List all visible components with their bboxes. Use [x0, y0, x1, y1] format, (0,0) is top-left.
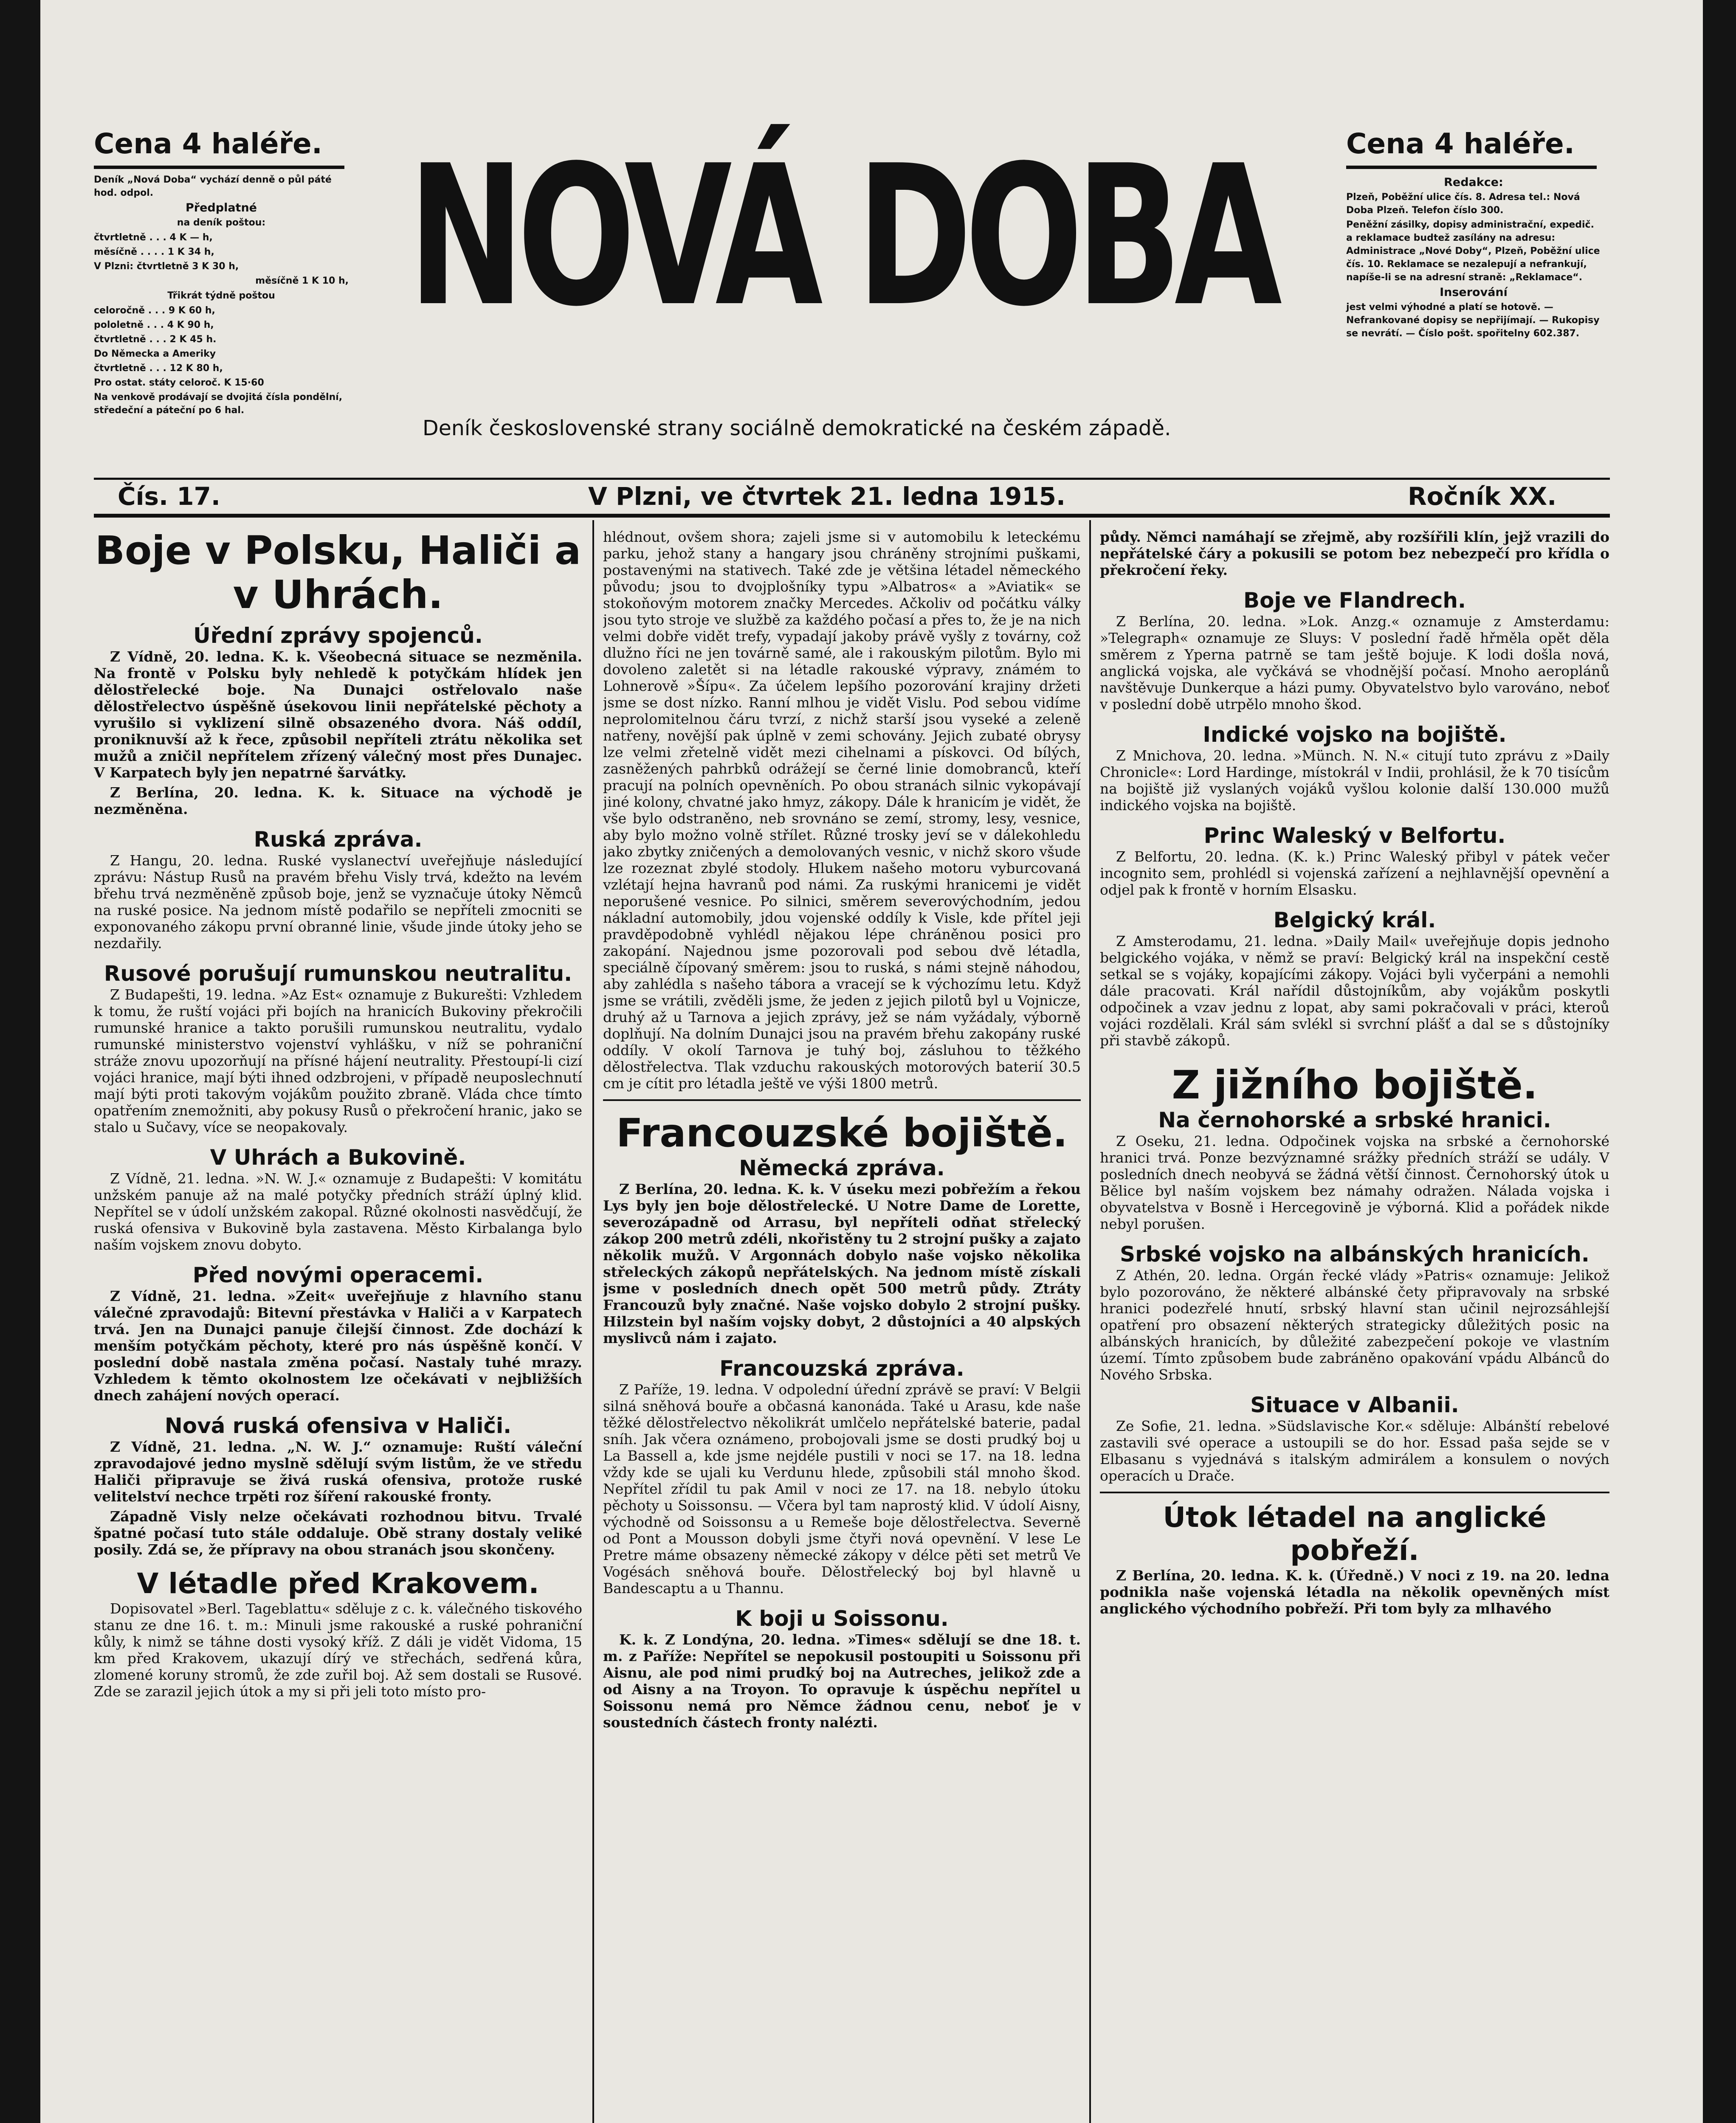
article-paragraph: Z Amsterodamu, 21. ledna. »Daily Mail« uveřejňuje dopis jednoho belgického vojáka, v němž se praví: Belgický král na inspekční cestě setkal se s vojáky, kopajícími zákopy. Vojáci byli vyčerpáni a nemohli dále pracovati. Král nařídil důstojníkům, aby vojákům poskytli odpočinek a vzav jednu z lopat, aby sami pokračovali v práci, kteroů vojáci rozdělali. Král sám svlékl si svrchní plášť a dal se s důstojníky při stavbě zákopů. [1100, 933, 1609, 1049]
article-paragraph: Z Berlína, 20. ledna. »Lok. Anzg.« oznamuje z Amsterdamu: »Telegraph« oznamuje ze Sluys: V poslední řadě hřměla opět děla směrem z Yperna patrně se tam ještě bojuje. K lodi došla nová, anglická vojska, ale vyčkává se vhodnější počasí. Mnoho aeroplánů navštěvuje Dunkerque a házi pumy. Obyvatelstvo bylo varováno, neboť v poslední době utrpělo mnoho škod. [1100, 613, 1609, 712]
subscription-heading: Předplatné [186, 201, 257, 214]
editorial-heading: Redakce: [1444, 176, 1503, 189]
article-paragraph: Z Budapešti, 19. ledna. »Az Est« oznamuje z Bukurešti: Vzhledem k tomu, že ruští vojáci při bojích na hranicích Bukoviny překročili rumunské hranice a takto porušili rumunskou neutralitu, vydalo rumunské ministerstvo vojenství vyhlášku, v níž se pohraniční stráže znovu upozorňují na přísné hájení neutrality. Přestoupí-li cizí vojáci hranice, mají býti ihned odzbrojeni, v případě neuposlechnutí mají býti proti takovým vojákům použito zbraně. Vláda chce tímto opatřením znemožniti, aby pokusy Rusů o překročení hranic, jako se stalo u Sučavy, více se neopakovaly. [94, 986, 582, 1135]
price-right-underline [1346, 166, 1597, 169]
subscription-rate: čtvrtletně . . . 4 K — h, [94, 232, 213, 243]
subscription-rate: pololetně . . . 4 K 90 h, [94, 320, 214, 330]
subscription-rate: Pro ostat. státy celoroč. K 15·60 [94, 377, 264, 388]
column-rule [592, 520, 594, 2123]
issue-number: Čís. 17. [118, 482, 220, 511]
subscription-subheading: na deník poštou: [177, 217, 266, 228]
article-subheadline: K boji u Soissonu. [735, 1606, 949, 1631]
subscription-rate: měsíčně . . . . 1 K 34 h, [94, 247, 214, 257]
article-subheadline: Ruská zpráva. [254, 827, 423, 852]
article-headline: Útok létadel na anglické pobřeží. [1163, 1501, 1547, 1567]
article-headline: Francouzské bojiště. [616, 1110, 1068, 1156]
article-paragraph: Z Vídně, 20. ledna. K. k. Všeobecná situace se nezměnila. Na frontě v Polsku byly nehledě k potyčkám hlídek jen dělostřelecké boje. Na Dunajci ostřelovalo naše dělostřelectvo úspěšně úsekovou linii nepřátelské pěchoty a vyrušilo si vyklizení silně obsazeného dvora. Náš oddíl, proniknuvší až k řece, způsobil nepříteli ztrátu několika set mužů a zničil nepřítelem zřízený válečný most přes Dunajec. V Karpatech byly jen nepatrné šarvátky. [94, 648, 582, 781]
article-paragraph: Z Berlína, 20. ledna. K. k. Situace na východě je nezměněna. [94, 784, 582, 817]
article-paragraph: Ze Sofie, 21. ledna. »Südslavische Kor.« sděluje: Albánští rebelové zastavili své operace a ustoupili se do hor. Essad paša sejde se v Elbasanu s vyjednává s italským admirálem a konsulem o nových operacích u Drače. [1100, 1418, 1609, 1484]
subscription-rate: Do Německa a Ameriky [94, 349, 216, 359]
article-paragraph: Dopisovatel »Berl. Tageblattu« sděluje z c. k. válečného tiskového stanu ze dne 16. t. m.: Minuli jsme rakouské a ruské pohraniční kůly, k nimž se táhne dosti vysoký kříž. Z dáli je vidět Vidoma, 15 km před Krakovem, ukazují dírý ve střechách, sedřená kůra, zlomené koruny stromů, že zde zuřil boj. Až sem dostali se Rusové. Zde se zarazil jejich útok a my si při jeli toto místo pro- [94, 1600, 582, 1700]
article-subheadline: Boje ve Flandrech. [1243, 588, 1466, 613]
article-paragraph: hlédnout, ovšem shora; zajeli jsme si v automobilu k leteckému parku, jehož stany a hangary jsou chráněny strojními puškami, postavenými na stativech. Také zde je většina létadel německého původu; jsou to dvojplošníky typu »Albatros« a »Aviatik« se stokoňovým motorem značky Mercedes. Ačkoliv od počátku války jsou tyto stroje ve službě za každého počasí a přes to, že je na nich velmi dobře vidět trefy, vypadají jakoby právě vyšly z továrny, což dlužno říci ne jen továrně samé, ale i rakouským pilotům. Bylo mi dovoleno zaletět si na létadle rakouské výpravy, známém to Lohnerově »Šípu«. Za účelem lepšího pozorování krajiny držeti jsme se dost nízko. Ranní mlhou je vidět Vislu. Pod sebou vidíme neprolomitelnou čáru tvrzí, z nichž starší jsou vyseké a zeleně natřeny, novější pak úplně v zemi schovány. Jejich zubaté obrysy lze velmi zřetelně vidět mezi cihelnami a pískovci. Od bílých, zasněžených pahrbků odrážejí se černé linie domobranců, kteří pracují na polních opevněních. Po obou stranách silnic vykopávají jiné kolony, chvatné jako hmyz, zákopy. Dále k hranicím je vidět, že vše bylo odstraněno, neb srovnáno se zemí, stromy, lesy, vesnice, aby bylo možno volně střílet. Různé trosky jeví se v dálekohledu jako zbytky zničených a demolovaných vesnic, v nichž skoro všude lze rozeznat zbylé stodoly. Hlukem našeho motoru vyburcovaná vzlétají hejna havranů pod námi. Za ruskými hranicemi je vidět neporušené vesnice. Po silnici, směrem severovýchodním, jedou nákladní automobily, jdou vojenské oddíly k Visle, kde přítel jeji pravděpodobně vyhlédl nějakou lépe chráněnou posici pro zakopání. Najednou jsme pozorovali pod sebou dvě létadla, speciálně čípovaný směrem: jsou to ruská, s námi stejně náhodou, aby zahlédla s našeho tábora a vracejí se k výchozímu letu. Když jsme se vrátili, zvěděli jsme, že jeden z jejich pilotů byl u Vojnicze, druhý až u Tarnova a jejich zprávy, jež se nám vyžádaly, výborně doplňují. Na dolním Dunajci jsou na pravém břehu zakopány ruské oddíly. V okolí Tarnova je tuhý boj, zásluhou to těžkého dělostřelectva. Tlak vzduchu rakouských motorových baterií 30.5 cm je cítit pro létadla ještě ve výši 1800 metrů. [603, 529, 1081, 1092]
column-3 [1100, 529, 1609, 2123]
subscription-box [94, 173, 349, 418]
rule-bottom [94, 514, 1610, 518]
subscription-note: Na venkově prodávají se dvojitá čísla pondělní, středeční a páteční po 6 hal. [94, 392, 343, 416]
article-subheadline: Situace v Albanii. [1250, 1393, 1459, 1417]
price-right: Cena 4 haléře. [1346, 127, 1575, 160]
administration-note: Peněžní zásilky, dopisy administrační, expedič. a reklamace budtež zasílány na adresu: Administrace „Nové Doby“, Plzeň, Poběžní ulice čís. 10. Reklamace se nezalepují a nefrankují, napíše-li se na adresní straně: „Reklamace“. [1346, 220, 1600, 283]
publication-note: Deník „Nová Doba“ vychází denně o půl páté hod. odpol. [94, 175, 332, 198]
tagline: Deník československé strany sociálně demokratické na českém západě. [423, 416, 1171, 440]
article-paragraph: Západně Visly nelze očekávati rozhodnou bitvu. Trvalé špatné počasí tuto stále oddaluje. Obě strany dostaly veliké posily. Zdá se, že přípravy na obou stranách jsou skončeny. [94, 1508, 582, 1558]
section-rule [1100, 1492, 1609, 1493]
article-paragraph: Z Athén, 20. ledna. Orgán řecké vlády »Patris« oznamuje: Jelikož bylo pozorováno, že některé albánské čety připravovaly na srbské hranici podezřelé hnutí, srbský hlavní stan učinil nejrozsáhlejší opatření pro obsazení některých strategicky důležitých posic na albánských hranicích, by důležité zabezpečení pokoje ve vlastním území. Tímto způsobem bude zabráněno opakování vpádu Albánců do Nového Srbska. [1100, 1267, 1609, 1383]
article-paragraph: Z Vídně, 21. ledna. »N. W. J.« oznamuje z Budapešti: V komitátu unžském panuje až na malé potyčky předních stráží úplný klid. Nepřítel se v údolí unžském zakopal. Různé okolnosti nasvědčují, že ruská ofensiva v Bukovině byla zastavena. Město Kirbalanga bylo naším vojskem znovu dobyto. [94, 1170, 582, 1253]
column-rule [1089, 520, 1091, 2123]
article-subheadline: Indické vojsko na bojiště. [1203, 722, 1507, 747]
article-headline: Boje v Polsku, Haliči a v Uhrách. [95, 529, 581, 617]
price-left-underline [94, 166, 344, 169]
article-subheadline: Princ Waleský v Belfortu. [1203, 823, 1506, 848]
volume-number: Ročník XX. [1408, 482, 1557, 511]
article-paragraph: Z Belfortu, 20. ledna. (K. k.) Princ Waleský přibyl v pátek večer incognito sem, prohlédl si vojenská zařízení a nejhlavnější opevnění a odjel pak k frontě v horním Elsasku. [1100, 848, 1609, 898]
article-paragraph: Z Berlína, 20. ledna. K. k. (Úředně.) V noci z 19. na 20. ledna podnikla naše vojenská létadla na několik opevněných míst anglického východního pobřeží. Při tom byly za mlhavého [1100, 1567, 1609, 1617]
editorial-address: Plzeň, Poběžní ulice čís. 8. Adresa tel.: Nová Doba Plzeň. Telefon číslo 300. [1346, 192, 1580, 216]
article-subheadline: Před novými operacemi. [192, 1263, 484, 1287]
article-subheadline: Belgický král. [1273, 908, 1436, 932]
dateline: V Plzni, ve čtvrtek 21. ledna 1915. [588, 482, 1066, 511]
section-rule [603, 1099, 1081, 1101]
article-paragraph: Z Berlína, 20. ledna. K. k. V úseku mezi pobřežím a řekou Lys byly jen boje dělostřelecké. U Notre Dame de Lorette, severozápadně od Arrasu, byl nepříteli odňat střelecký zákop 200 metrů zdéli, nkořistěny tu 2 strojní pušky a zajato několik mužů. V Argonnách dobylo naše vojsko několika střeleckých zákopů nepřátelských. Na jednom místě získali jsme v posledních dnech opět 500 metrů půdy. Ztráty Francouzů byly značné. Naše vojsko dobylo 2 strojní pušky. Hilzstein byl naším vojsky dobyt, 2 důstojníci a 40 alpských myslivců nám i zajato. [603, 1181, 1081, 1346]
article-paragraph: K. k. Z Londýna, 20. ledna. »Times« sdělují se dne 18. t. m. z Paříže: Nepřítel se nepokusil postoupiti u Soissonu při Aisnu, ale pod nimi prudký boj na Autreches, jelikož zde a od Aisny a na Troyon. To opravuje k úspěchu nepřítel u Soissonu nemá pro Němce žádnou cenu, neboť je v soustedních částech fronty nalézti. [603, 1631, 1081, 1731]
newspaper-title: NOVÁ DOBA [408, 124, 1275, 349]
article-paragraph: půdy. Němci namáhají se zřejmě, aby rozšířili klín, jejž vrazili do nepřátelské čáry a pokusili se potom bez nebezpečí pro křídla o překročení řeky. [1100, 529, 1609, 578]
article-subheadline: Na černohorské a srbské hranici. [1158, 1108, 1551, 1132]
article-paragraph: Z Paříže, 19. ledna. V odpolední úřední zprávě se praví: V Belgii silná sněhová bouře a občasná kanonáda. Také u Arasu, kde naše těžké dělostřelectvo několikrát umlčelo nepřátelské baterie, padal sníh. Jak včera oznámeno, probojovali jsme se dosti prudký boj u La Bassell a, kde jsme nejdéle pustili v noci se 17. na 18. ledna vždy kde se ujali ku Verdunu hlede, způsobili stál mnoho škod. Nepřítel zřídil tu pak Amil v noci ze 17. na 18. nebylo útoku pěchoty u Soissonsu. — Včera byl tam naprostý klid. V údolí Aisny, východně od Soissonsu a u Remeše boje dělostřelectva. Severně od Pont a Mousson dobyli jsme čtyři nová opevnění. V lese Le Pretre máme obsazeny německé zákopy v délce pěti set metrů Ve Vogésách sněhová bouře. Dělostřelecký boj byl hlavně u Bandescaptu a u Thannu. [603, 1381, 1081, 1596]
subscription-rate: V Plzni: čtvrtletně 3 K 30 h, [94, 261, 239, 272]
column-2 [603, 529, 1081, 2123]
subscription-subheading: Třikrát týdně poštou [167, 290, 275, 301]
article-headline: V létadle před Krakovem. [137, 1567, 539, 1600]
article-subheadline: Rusové porušují rumunskou neutralitu. [104, 961, 572, 986]
rule-top [94, 478, 1610, 480]
article-subheadline: Úřední zprávy spojenců. [193, 623, 483, 648]
article-paragraph: Z Vídně, 21. ledna. »Zeit« uveřejňuje z hlavního stanu válečné zpravodajů: Bitevní přestávka v Haliči a v Karpatech trvá. Jen na Dunajci panuje čilejší činnost. Zde dochází k menším potyčkám pěchoty, které pro nás úspěšně končí. V poslední době nastala změna počasí. Nastaly tuhé mrazy. Vzhledem k těmto okolnostem lze očekávati v nejbližších dnech zahájení nových operací. [94, 1288, 582, 1404]
subscription-rate: čtvrtletně . . . 2 K 45 h. [94, 334, 217, 345]
advertising-note: jest velmi výhodné a platí se hotově. — Nefrankované dopisy se nepřijímají. — Rukopisy se nevrátí. — Číslo pošt. spořitelny 602.387. [1346, 302, 1600, 339]
article-subheadline: V Uhrách a Bukovině. [210, 1145, 466, 1170]
article-subheadline: Francouzská zpráva. [719, 1356, 964, 1381]
article-paragraph: Z Oseku, 21. ledna. Odpočinek vojska na srbské a černohorské hranici trvá. Ponze bezvýznamné srážky předních stráží se udály. V posledních dnech neobyvá se žádná větší činnost. Černohorský útok u Bělice byl naším vojskem bez námahy odražen. Nálada vojska i obyvatelstva v Bosně i Hercegovině je výborná. Klid a pořádek nikde nebyl porušen. [1100, 1133, 1609, 1232]
advertising-heading: Inserování [1440, 286, 1508, 299]
article-subheadline: Srbské vojsko na albánských hranicích. [1120, 1242, 1589, 1267]
subscription-rate: měsíčně 1 K 10 h, [255, 276, 349, 286]
price-left: Cena 4 haléře. [94, 127, 322, 160]
article-headline: Z jižního bojiště. [1172, 1062, 1538, 1108]
newspaper-page [40, 0, 1703, 2123]
editorial-box [1346, 174, 1601, 341]
subscription-rate: celoročně . . . 9 K 60 h, [94, 305, 215, 316]
article-subheadline: Německá zpráva. [739, 1156, 945, 1180]
article-paragraph: Z Hangu, 20. ledna. Ruské vyslanectví uveřejňuje následující zprávu: Nástup Rusů na pravém břehu Visly trvá, kdežto na levém břehu trvá nezměněně způsob boje, jenž se vyznačuje útoky Němců na ruské posice. Na jednom místě podařilo se nepříteli zmocniti se exponovaného zákopu první obranné linie, všude jinde útoky jeho se nezdařily. [94, 852, 582, 952]
column-1 [94, 529, 582, 2123]
subscription-rate: čtvrtletně . . . 12 K 80 h, [94, 363, 223, 374]
article-subheadline: Nová ruská ofensiva v Haliči. [164, 1413, 512, 1438]
article-paragraph: Z Mnichova, 20. ledna. »Münch. N. N.« citují tuto zprávu z »Daily Chronicle«: Lord Hardinge, místokrál v Indii, prohlásil, že k 70 tisícům na bojiště již vyslaných vojáků vyšlou kolonie další 130.000 mužů indického vojska na bojiště. [1100, 747, 1609, 814]
article-paragraph: Z Vídně, 21. ledna. „N. W. J.“ oznamuje: Ruští váleční zpravodajové jedno myslně sdělují svým listům, že ve středu Haliči připravuje se živá ruská ofensiva, protože ruské velitelství nechce trpěti roz šíření rakouské fronty. [94, 1439, 582, 1505]
